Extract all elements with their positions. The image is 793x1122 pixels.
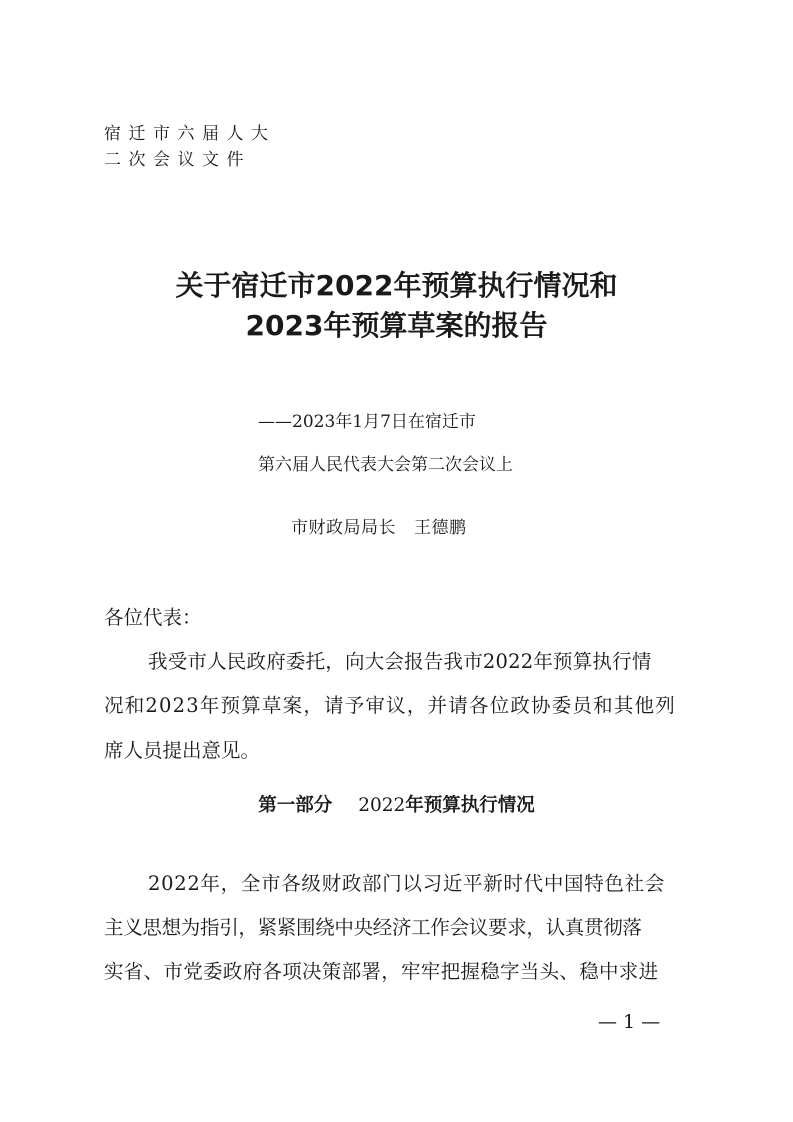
- author-role: 市财政局局长: [291, 518, 396, 538]
- document-header-line-1: 宿迁市六届人大: [104, 124, 276, 144]
- report-title-line-2: 2023年预算草案的报告: [245, 309, 548, 342]
- salutation: 各位代表：: [104, 606, 202, 629]
- paragraph2-line-2: 主义思想为指引，紧紧围绕中央经济工作会议要求，认真贯彻落: [104, 916, 642, 939]
- report-title-line-1: 关于宿迁市2022年预算执行情况和: [175, 269, 618, 302]
- subtitle-date-line: ——2023年1月7日在宿迁市: [258, 412, 476, 432]
- author-line: [291, 517, 467, 539]
- paragraph1-line-2: 况和2023年预算草案，请予审议，并请各位政协委员和其他列: [104, 694, 676, 717]
- subtitle-meeting-line: 第六届人民代表大会第二次会议上: [258, 455, 513, 475]
- section-title: 年预算执行情况: [405, 795, 535, 816]
- paragraph2-line-3: 实省、市党委政府各项决策部署，牢牢把握稳字当头、稳中求进: [104, 960, 659, 983]
- paragraph2-line-1: 2022年，全市各级财政部门以习近平新时代中国特色社会: [148, 872, 666, 895]
- section-year: 2022: [358, 795, 406, 816]
- document-header-line-2: 二次会议文件: [104, 150, 251, 170]
- page-number: — 1 —: [598, 1011, 661, 1033]
- section-heading: [0, 793, 793, 819]
- section-label: 第一部分: [258, 795, 333, 816]
- author-name: 王德鹏: [414, 518, 467, 538]
- paragraph1-line-1: 我受市人民政府委托，向大会报告我市2022年预算执行情: [148, 650, 652, 673]
- paragraph1-line-3: 席人员提出意见。: [104, 739, 261, 762]
